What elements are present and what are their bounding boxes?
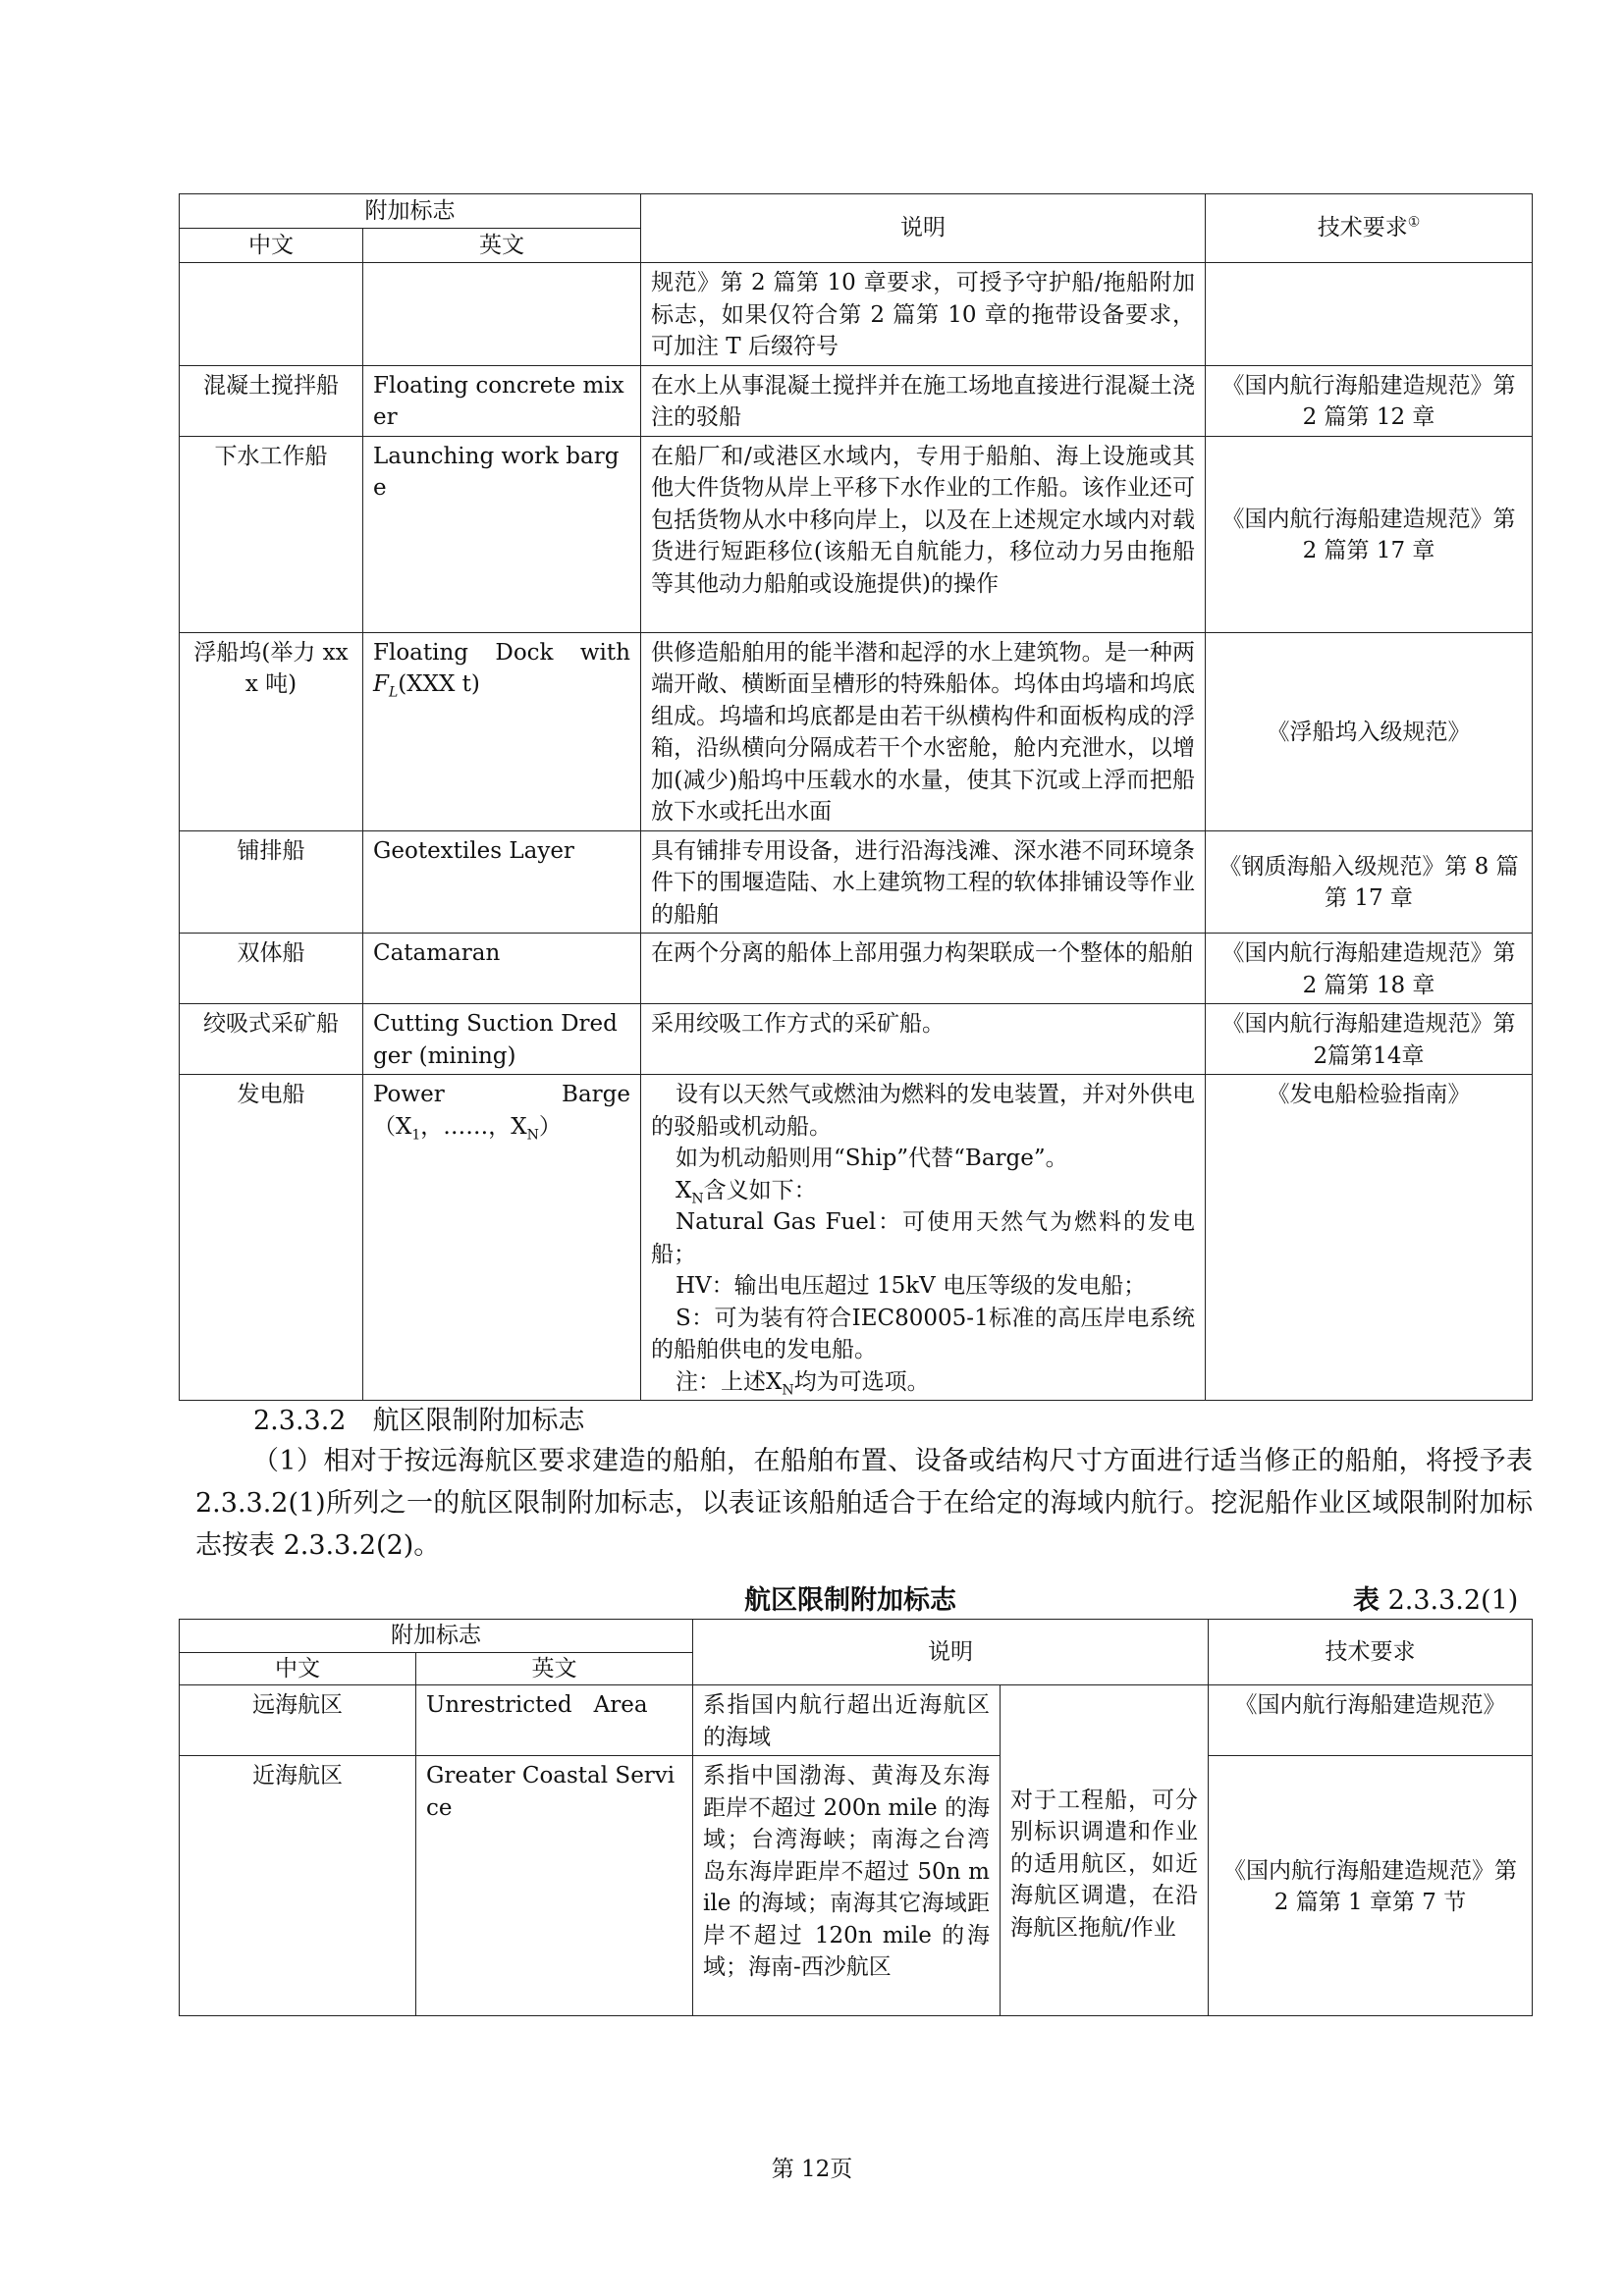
cell-cn: 铺排船 — [180, 830, 363, 934]
cell-tech: 《浮船坞入级规范》 — [1206, 632, 1533, 830]
header-desc: 说明 — [641, 194, 1206, 263]
desc-paragraph: S：可为装有符合IEC80005-1标准的高压岸电系统的船舶供电的发电船。 — [651, 1305, 1195, 1362]
en-word: Power — [373, 1082, 445, 1107]
desc-paragraph: Natural Gas Fuel：可使用天然气为燃料的发电船； — [651, 1209, 1195, 1267]
en-word: Unrestricted — [426, 1692, 572, 1718]
cell-desc: 供修造船舶用的能半潜和起浮的水上建筑物。是一种两端开敞、横断面呈槽形的特殊船体。坞体由坞墙和坞底组成。坞墙和坞底都是由若干纵横构件和面板构成的浮箱，沿纵横向分隔成若干个水密舱，舱内充泄水，以增加(减少)船坞中压载水的水量，使其下沉或上浮而把船放下水或托出水面 — [641, 632, 1206, 830]
en-line — [373, 668, 630, 701]
cell-desc: 在两个分离的船体上部用强力构架联成一个整体的船舶 — [641, 934, 1206, 1004]
table-row — [180, 1685, 1533, 1756]
cell-tech: 《国内航行海船建造规范》第2篇第14章 — [1206, 1004, 1533, 1075]
header-group: 附加标志 — [180, 194, 641, 229]
section-heading: 2.3.3.2 航区限制附加标志 — [253, 1406, 585, 1436]
en-word: Dock — [495, 639, 554, 666]
desc-paragraph — [651, 1175, 1195, 1207]
cell-desc: 规范》第 2 篇第 10 章要求，可授予守护船/拖船附加标志，如果仅符合第 2 篇第 10 章的拖带设备要求，可加注 T 后缀符号 — [641, 263, 1206, 366]
cell-cn: 近海航区 — [180, 1756, 416, 2016]
desc-text: X — [676, 1177, 692, 1203]
en-word: with — [579, 639, 630, 666]
header-tech-text: 技术要求 — [1317, 215, 1408, 241]
cell-desc: 采用绞吸工作方式的采矿船。 — [641, 1004, 1206, 1075]
desc-paragraph: 如为机动船则用“Ship”代替“Barge”。 — [676, 1146, 1068, 1171]
en-word: Floating — [373, 639, 469, 666]
table-row — [180, 436, 1533, 632]
table-row — [180, 1075, 1533, 1401]
cell-cn: 双体船 — [180, 934, 363, 1004]
footnote-marker: ① — [1407, 214, 1421, 231]
table-row — [180, 632, 1533, 830]
subscript: N — [526, 1127, 539, 1144]
header-tech — [1206, 194, 1533, 263]
cell-tech: 《国内航行海船建造规范》第 2 篇第 1 章第 7 节 — [1209, 1756, 1533, 2016]
cell-en — [416, 1685, 693, 1756]
cell-cn: 远海航区 — [180, 1685, 416, 1756]
section-paragraph: （1）相对于按远海航区要求建造的船舶，在船舶布置、设备或结构尺寸方面进行适当修正的船舶，将授予表 2.3.3.2(1)所列之一的航区限制附加标志，以表证该船舶适合于在给定的海域内航行。挖泥船作业区域限制附加标志按表 2.3.3.2(2)。 — [195, 1446, 1533, 1561]
header-desc: 说明 — [693, 1620, 1209, 1685]
en-line — [373, 637, 630, 669]
desc-text: 注：上述X — [676, 1368, 783, 1395]
symbol-l: L — [388, 684, 399, 701]
table-row — [180, 263, 1533, 366]
subscript: N — [782, 1382, 794, 1399]
area-notation-table — [179, 1619, 1533, 2016]
cell-desc: 系指中国渤海、黄海及东海距岸不超过 200n mile 的海域；台湾海峡；南海之台湾岛东海岸距岸不超过 50n mile 的海域；南海其它海域距岸不超过 120n mile 的海域；海南-西沙航区 — [693, 1756, 1001, 2016]
en-line — [373, 1111, 630, 1144]
cell-cn: 绞吸式采矿船 — [180, 1004, 363, 1075]
table-caption-number — [1353, 1578, 1518, 1617]
cell-en — [363, 632, 641, 830]
cell-cn: 浮船坞(举力 xxx 吨) — [180, 632, 363, 830]
cell-en: Catamaran — [363, 934, 641, 1004]
desc-paragraph — [651, 1366, 1195, 1399]
cell-shared-note: 对于工程船，可分别标识调遣和作业的适用航区，如近海航区调遣，在沿海航区拖航/作业 — [1001, 1685, 1209, 2016]
en-line — [373, 1079, 630, 1111]
header-cn: 中文 — [180, 1652, 416, 1685]
cell-en: Greater Coastal Service — [416, 1756, 693, 2016]
en-word: Area — [593, 1692, 648, 1718]
en-word: （X — [373, 1113, 412, 1140]
cell-en: Cutting Suction Dredger (mining) — [363, 1004, 641, 1075]
header-tech: 技术要求 — [1209, 1620, 1533, 1685]
en-word: ） — [538, 1113, 562, 1140]
desc-text: 均为可选项。 — [793, 1368, 930, 1395]
cell-en: Launching work barge — [363, 436, 641, 632]
cell-tech: 《钢质海船入级规范》第 8 篇第 17 章 — [1206, 830, 1533, 934]
cell-desc: 系指国内航行超出近海航区的海域 — [693, 1685, 1001, 1756]
desc-paragraph: HV：输出电压超过 15kV 电压等级的发电船； — [676, 1273, 1147, 1299]
desc-paragraph: 设有以天然气或燃油为燃料的发电装置，并对外供电的驳船或机动船。 — [651, 1082, 1195, 1140]
table-row — [180, 1004, 1533, 1075]
table-row — [180, 1756, 1533, 2016]
cell-cn: 下水工作船 — [180, 436, 363, 632]
subscript: 1 — [411, 1127, 421, 1144]
table-row — [180, 365, 1533, 436]
cell-tech: 《发电船检验指南》 — [1206, 1075, 1533, 1401]
header-group: 附加标志 — [180, 1620, 693, 1653]
caption-prefix: 表 — [1353, 1585, 1380, 1616]
cell-en — [363, 263, 641, 366]
cell-cn — [180, 263, 363, 366]
table-row — [180, 934, 1533, 1004]
cell-desc: 在船厂和/或港区水域内，专用于船舶、海上设施或其他大件货物从岸上平移下水作业的工作船。该作业还可包括货物从水中移向岸上，以及在上述规定水域内对载货进行短距移位(该船无自航能力，移位动力另由拖船等其他动力船舶或设施提供)的操作 — [641, 436, 1206, 632]
header-en: 英文 — [363, 229, 641, 263]
cell-desc — [641, 1075, 1206, 1401]
cell-tech: 《国内航行海船建造规范》第 2 篇第 18 章 — [1206, 934, 1533, 1004]
cell-tech: 《国内航行海船建造规范》 — [1209, 1685, 1533, 1756]
cell-tech: 《国内航行海船建造规范》第 2 篇第 12 章 — [1206, 365, 1533, 436]
header-en: 英文 — [416, 1652, 693, 1685]
desc-text: 含义如下： — [703, 1177, 817, 1203]
symbol-f: F — [373, 671, 389, 697]
en-word: ，……，X — [420, 1113, 527, 1140]
header-cn: 中文 — [180, 229, 363, 263]
en-word: Barge — [562, 1082, 630, 1107]
cell-cn: 混凝土搅拌船 — [180, 365, 363, 436]
caption-number: 2.3.3.2(1) — [1380, 1585, 1519, 1616]
table-row — [180, 830, 1533, 934]
cell-en: Floating concrete mixer — [363, 365, 641, 436]
cell-en — [363, 1075, 641, 1401]
cell-en: Geotextiles Layer — [363, 830, 641, 934]
page-number: 第 12页 — [771, 2157, 853, 2182]
table-caption-title: 航区限制附加标志 — [744, 1585, 956, 1616]
cell-tech — [1206, 263, 1533, 366]
cell-cn: 发电船 — [180, 1075, 363, 1401]
cell-desc: 具有铺排专用设备，进行沿海浅滩、深水港不同环境条件下的围堰造陆、水上建筑物工程的软体排铺设等作业的船舶 — [641, 830, 1206, 934]
cell-tech: 《国内航行海船建造规范》第 2 篇第 17 章 — [1206, 436, 1533, 632]
cell-desc: 在水上从事混凝土搅拌并在施工场地直接进行混凝土浇注的驳船 — [641, 365, 1206, 436]
notation-table — [179, 193, 1533, 1401]
subscript: N — [691, 1191, 704, 1207]
en-word: (XXX t) — [398, 671, 480, 697]
